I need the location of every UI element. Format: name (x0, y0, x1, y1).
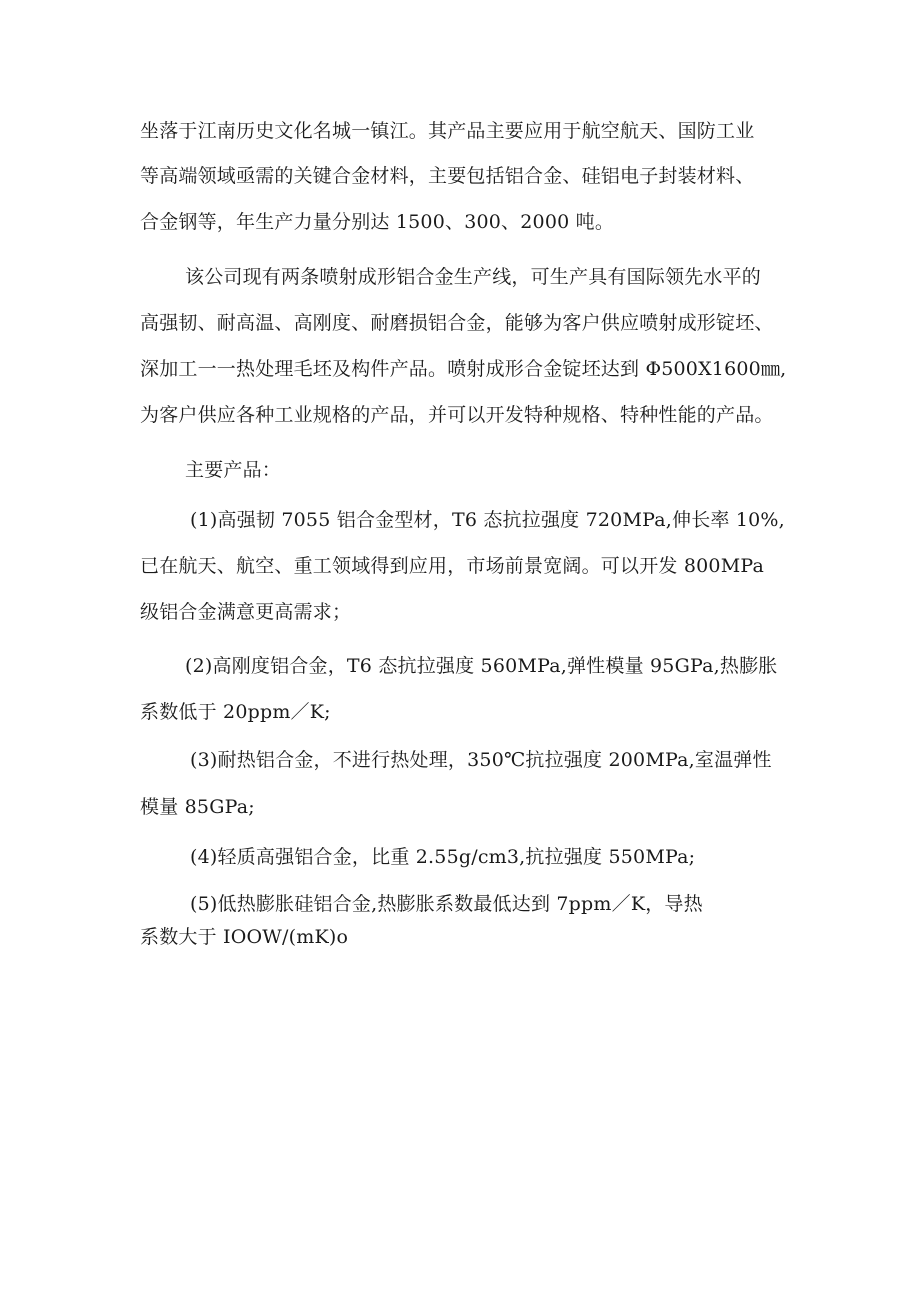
list-item: (5)低热膨胀硅铝合金,热膨胀系数最低达到 7ppm／K，导热 (190, 893, 703, 915)
text-line: 该公司现有两条喷射成形铝合金生产线，可生产具有国际领先水平的 (185, 266, 762, 288)
text-line: 坐落于江南历史文化名城一镇江。其产品主要应用于航空航天、国防工业 (140, 120, 755, 142)
list-item: (2)高刚度铝合金，T6 态抗拉强度 560MPa,弹性模量 95GPa,热膨胀 (185, 655, 778, 677)
text-line: 模量 85GPa; (140, 796, 255, 818)
text-line: 合金钢等，年生产力量分别达 1500、300、2000 吨。 (140, 211, 615, 233)
text-line: 已在航天、航空、重工领域得到应用，市场前景宽阔。可以开发 800MPa (140, 555, 765, 577)
text-line: 深加工一一热处理毛坯及构件产品。喷射成形合金锭坯达到 Φ500X1600㎜, (140, 358, 787, 380)
text-line: 系数低于 20ppm／K; (140, 701, 331, 723)
list-item: (4)轻质高强铝合金，比重 2.55g/cm3,抗拉强度 550MPa; (190, 846, 696, 868)
text-line: 高强韧、耐高温、高刚度、耐磨损铝合金，能够为客户供应喷射成形锭坯、 (140, 312, 774, 334)
text-line: 系数大于 IOOW/(mK)o (140, 926, 349, 948)
list-item: (3)耐热铝合金，不进行热处理，350℃抗拉强度 200MPa,室温弹性 (190, 749, 772, 771)
section-heading: 主要产品： (185, 459, 282, 481)
text-line: 级铝合金满意更高需求； (140, 601, 352, 623)
list-item: (1)高强韧 7055 铝合金型材，T6 态抗拉强度 720MPa,伸长率 10%, (190, 509, 785, 531)
text-line: 为客户供应各种工业规格的产品，并可以开发特种规格、特种性能的产品。 (140, 404, 774, 426)
text-line: 等高端领域亟需的关键合金材料，主要包括铝合金、硅铝电子封装材料、 (140, 165, 755, 187)
